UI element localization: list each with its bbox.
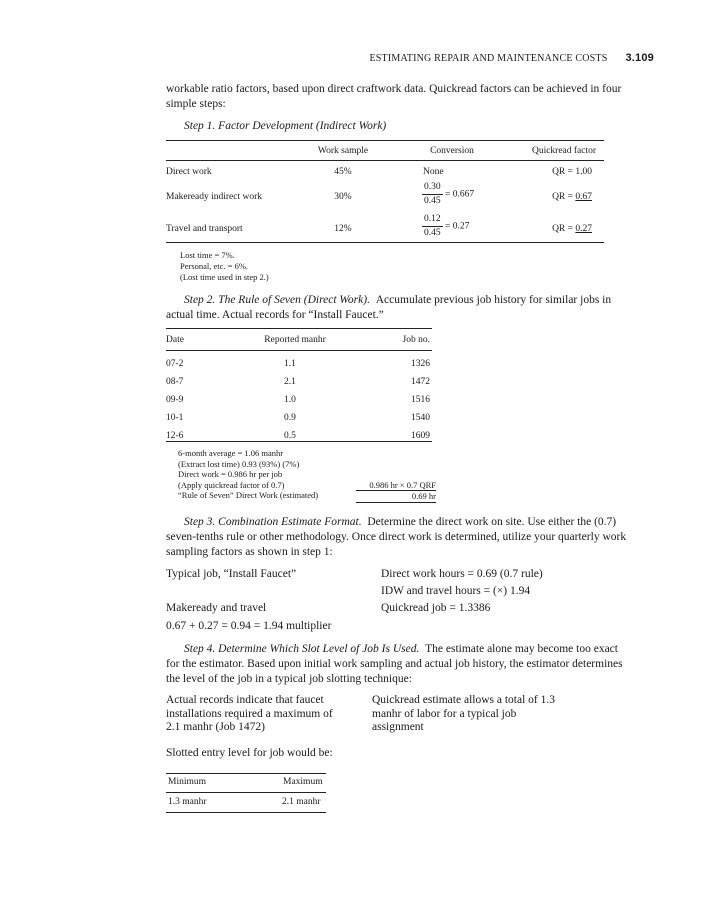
step2-heading: Step 2. The Rule of Seven (Direct Work). xyxy=(184,294,370,306)
step1-bottom-rule xyxy=(166,242,604,243)
step4-paragraph: Step 4. Determine Which Slot Level of Job Is Used. The estimate alone may become too exact for the estimator. Based upon initial work sampling and actual job history, the estimator determines the level of the job in a typical job slotting technique: xyxy=(166,643,623,685)
table-row: 09-9 1.0 1516 xyxy=(166,395,430,405)
step2-calc1: 0.986 hr × 0.7 QRF xyxy=(369,480,436,490)
table-row-sample: 45% xyxy=(334,167,352,177)
step2-col-job: Job no. xyxy=(402,335,430,345)
step1-col-work-sample: Work sample xyxy=(317,146,369,156)
step1-heading: Step 1. Factor Development (Indirect Work) xyxy=(184,120,387,132)
step3-paragraph: Step 3. Combination Estimate Format. Determine the direct work on site. Use either the (0.7) seven-tenths rule or other methodology. Once direct work is determined, utilize your quarterly work sampling factors as shown in step 1: xyxy=(166,516,627,558)
table-row-sample: 30% xyxy=(334,192,352,202)
slot-min-value: 1.3 manhr xyxy=(168,797,207,807)
step2-calc2: 0.69 hr xyxy=(411,491,436,501)
table-row-qr: QR = 0.27 xyxy=(552,224,592,234)
table-row-label: Travel and transport xyxy=(166,224,243,234)
step4-right-text: Quickread estimate allows a total of 1.3 manhr of labor for a typical job assignment xyxy=(372,694,555,733)
slot-label: Slotted entry level for job would be: xyxy=(166,747,333,759)
step3-right1: Direct work hours = 0.69 (0.7 rule) xyxy=(381,568,543,580)
step2-notes: 6-month average = 1.06 manhr (Extract lost time) 0.93 (93%) (7%) Direct work = 0.986 hr per job (Apply quickread factor of 0.7) “Rule of Seven” Direct Work (estimated) xyxy=(178,448,319,500)
table-row-qr: QR = 1.00 xyxy=(552,167,592,177)
step2-col-manhr: Reported manhr xyxy=(264,335,326,345)
step3-right2: IDW and travel hours = (×) 1.94 xyxy=(381,585,531,597)
step4-left-text: Actual records indicate that faucet installations required a maximum of 2.1 manhr (Job 1472) xyxy=(166,694,333,733)
running-header xyxy=(369,52,654,64)
slot-col-maximum: Maximum xyxy=(283,777,323,787)
slot-max-value: 2.1 manhr xyxy=(282,797,321,807)
step2-bottom-rule xyxy=(166,441,432,442)
step3-heading: Step 3. Combination Estimate Format. xyxy=(184,516,362,528)
step2-top-rule xyxy=(166,328,432,329)
conversion-fraction: $\frac{0.12}{0.45}$ = 0.27 xyxy=(424,214,470,238)
table-row: 10-1 0.9 1540 xyxy=(166,413,430,423)
step3-left1: Typical job, “Install Faucet” xyxy=(166,568,297,580)
step1-notes: Lost time = 7%. Personal, etc. = 6%. (Lost time used in step 2.) xyxy=(180,250,269,282)
step1-head-rule xyxy=(166,160,604,161)
step2-head-rule xyxy=(166,350,432,351)
step2-paragraph: Step 2. The Rule of Seven (Direct Work). Accumulate previous job history for similar jobs in actual time. Actual records for “Install Faucet.” xyxy=(166,294,612,321)
step1-col-conversion: Conversion xyxy=(430,146,474,156)
step2-col-date: Date xyxy=(166,335,184,345)
table-row: 12-6 0.5 1609 xyxy=(166,431,430,441)
step3-right3: Quickread job = 1.3386 xyxy=(381,602,491,614)
slot-top-rule xyxy=(166,773,326,774)
page-number: 3.109 xyxy=(625,52,654,64)
table-row-label: Direct work xyxy=(166,167,212,177)
step3-left4: 0.67 + 0.27 = 0.94 = 1.94 multiplier xyxy=(166,620,332,632)
table-row-qr: QR = 0.67 xyxy=(552,192,592,202)
step4-heading: Step 4. Determine Which Slot Level of Job Is Used. xyxy=(184,643,420,655)
slot-mid-rule xyxy=(166,792,326,793)
step3-left3: Makeready and travel xyxy=(166,602,267,614)
step1-col-quickread: Quickread factor xyxy=(531,146,597,156)
slot-col-minimum: Minimum xyxy=(168,777,207,787)
table-row-conversion: None xyxy=(423,167,444,177)
running-title: ESTIMATING REPAIR AND MAINTENANCE COSTS xyxy=(369,53,608,64)
slot-bottom-rule xyxy=(166,812,326,813)
intro-paragraph: workable ratio factors, based upon direct craftwork data. Quickread factors can be achieved in four simple steps: xyxy=(166,83,622,110)
table-row-label: Makeready indirect work xyxy=(166,192,263,202)
table-row: 08-7 2.1 1472 xyxy=(166,377,430,387)
table-row-sample: 12% xyxy=(334,224,352,234)
step1-top-rule xyxy=(166,140,604,141)
conversion-fraction: $\frac{0.30}{0.45}$ = 0.667 xyxy=(424,182,475,206)
table-row: 07-2 1.1 1326 xyxy=(166,359,430,369)
step2-table-body xyxy=(166,355,432,445)
step2-calc-rule2 xyxy=(356,502,436,503)
